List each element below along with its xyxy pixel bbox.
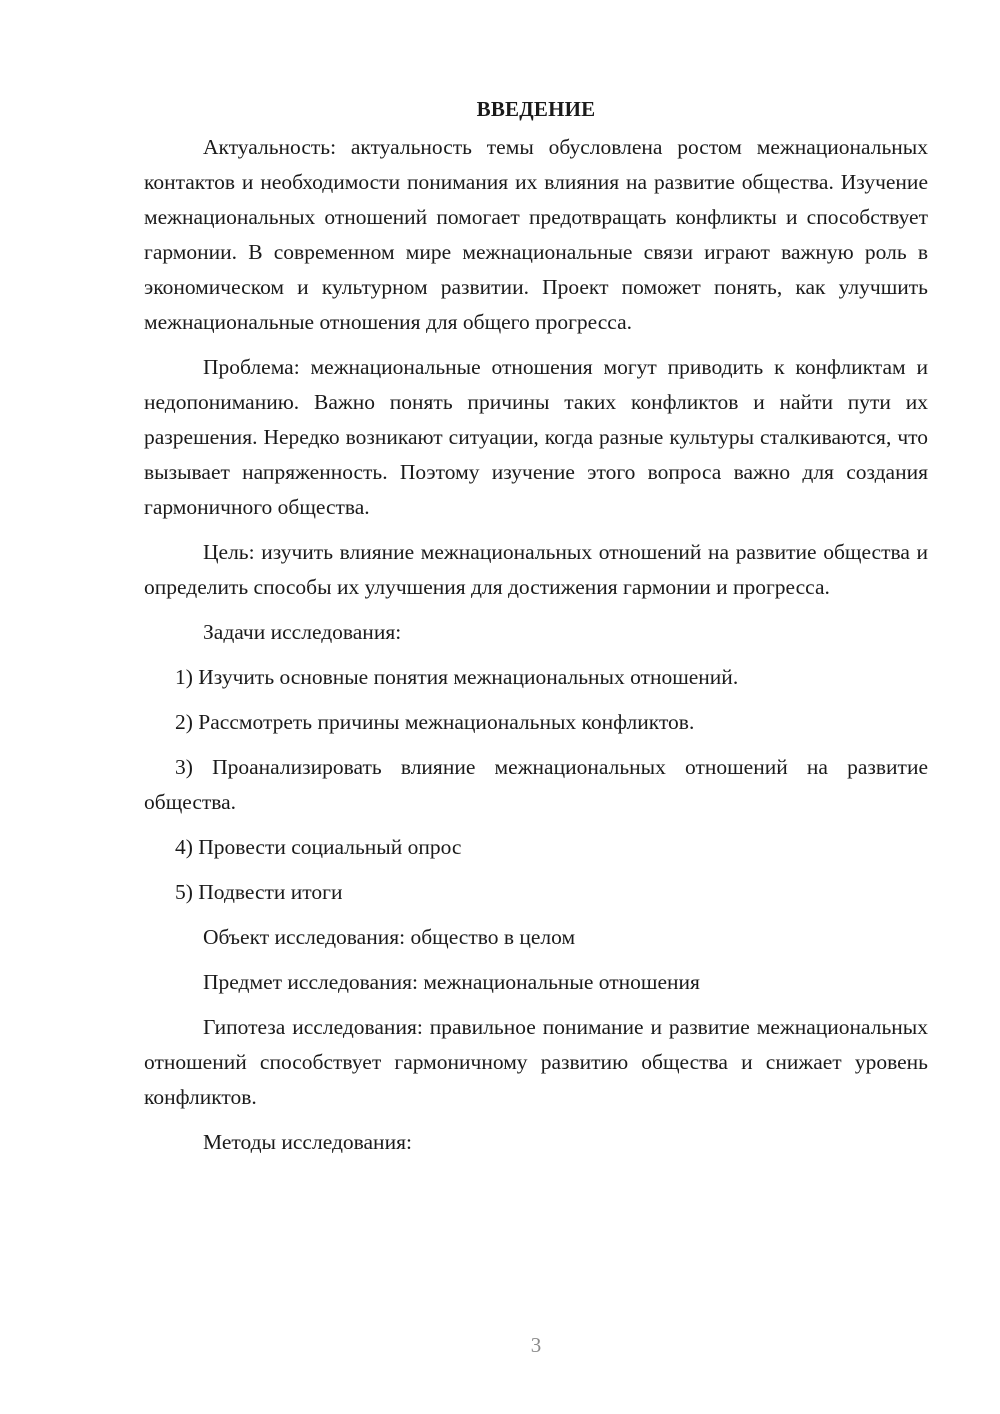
tasks-list [144,660,928,910]
list-item: 5) Подвести итоги [175,880,343,904]
section-heading: ВВЕДЕНИЕ [476,97,596,121]
page-number: 3 [530,1333,542,1357]
list-item: 3) Проанализировать влияние межнациональных отношений на развитие общества. [144,755,928,814]
hypothesis-paragraph: Гипотеза исследования: правильное понимание и развитие межнациональных отношений способствует гармоничному развитию общества и снижает уровень конфликтов. [144,1015,928,1109]
subject-paragraph: Предмет исследования: межнациональные отношения [203,970,700,994]
tasks-title: Задачи исследования: [203,620,402,644]
list-item: 1) Изучить основные понятия межнациональных отношений. [175,665,739,689]
relevance-paragraph: Актуальность: актуальность темы обусловлена ростом межнациональных контактов и необходимости понимания их влияния на развитие общества. Изучение межнациональных отношений помогает предотвращать конфликты и способствует гармонии. В современном мире межнациональные связи играют важную роль в экономическом и культурном развитии. Проект поможет понять, как улучшить межнациональные отношения для общего прогресса. [144,135,928,334]
list-item: 4) Провести социальный опрос [175,835,462,859]
list-item: 2) Рассмотреть причины межнациональных конфликтов. [175,710,695,734]
problem-paragraph: Проблема: межнациональные отношения могут приводить к конфликтам и недопониманию. Важно понять причины таких конфликтов и найти пути их разрешения. Нередко возникают ситуации, когда разные культуры сталкиваются, что вызывает напряженность. Поэтому изучение этого вопроса важно для создания гармоничного общества. [144,355,928,519]
methods-paragraph: Методы исследования: [203,1130,412,1154]
document-page [144,92,928,1170]
object-paragraph: Объект исследования: общество в целом [203,925,576,949]
goal-paragraph: Цель: изучить влияние межнациональных отношений на развитие общества и определить способы их улучшения для достижения гармонии и прогресса. [144,540,928,599]
